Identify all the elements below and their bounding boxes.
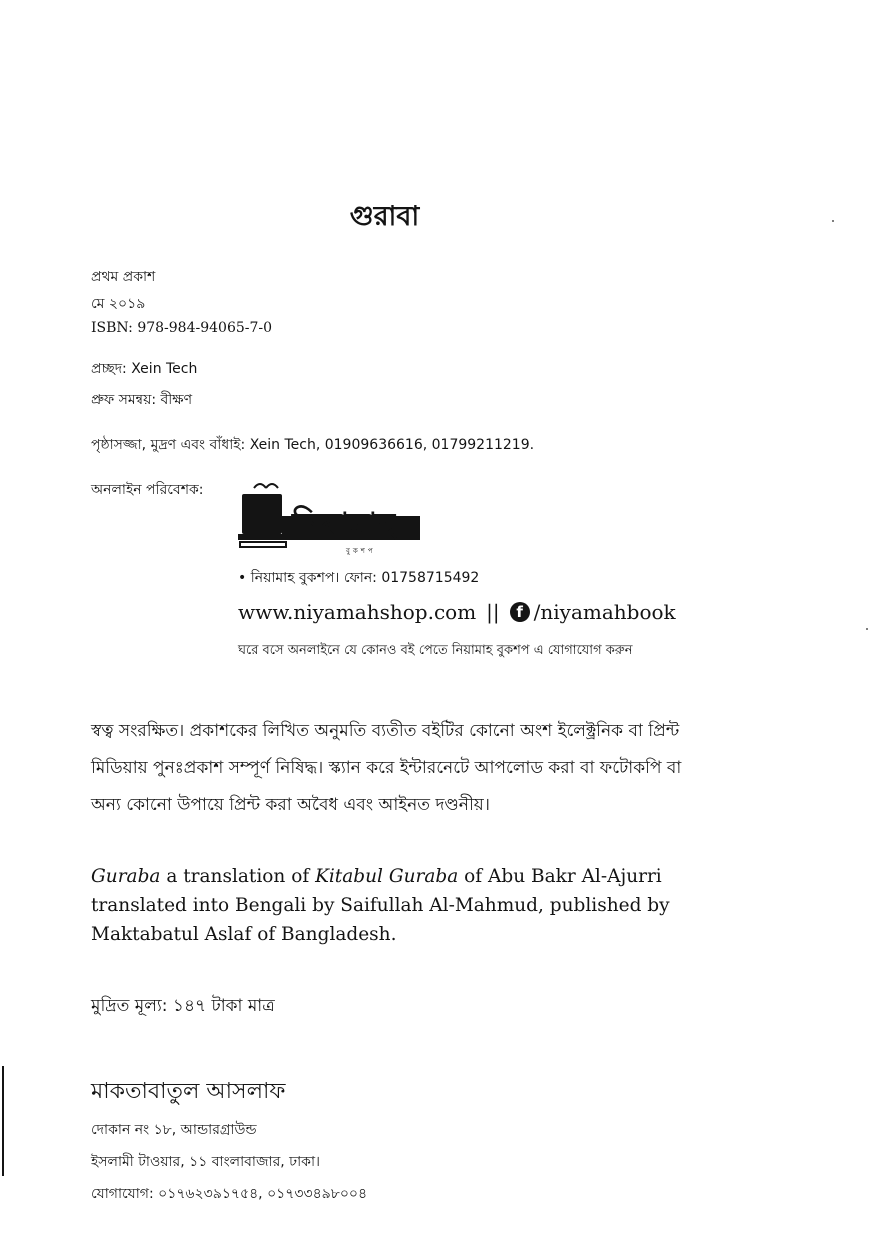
facebook-handle[interactable]: /niyamahbook <box>533 600 676 624</box>
english-text-2: of Abu Bakr Al-Ajurri translated into Bengali by Saifullah Al-Mahmud, published by Maktabatul Aslaf of Bangladesh. <box>91 866 670 945</box>
rights-notice: স্বত্ব সংরক্ষিত। প্রকাশকের লিখিত অনুমতি ব্যতীত বইটির কোনো অংশ ইলেক্ট্রনিক বা প্রিন্ট মিডিয়ায় পুনঃপ্রকাশ সম্পূর্ণ নিষিদ্ধ। স্ক্যান করে ইন্টারনেটে আপলোড করা বা ফটোকপি বা অন্য কোনো উপায়ে প্রিন্ট করা অবৈধ এবং আইনত দণ্ডনীয়। <box>91 721 682 815</box>
cover-credit: প্রচ্ছদ: Xein Tech <box>91 361 198 377</box>
scan-margin-line <box>2 1066 4 1176</box>
proof-credit: প্রুফ সমন্বয়: বীক্ষণ <box>91 392 193 408</box>
isbn: ISBN: 978-984-94065-7-0 <box>91 320 273 336</box>
facebook-icon: f <box>510 602 530 622</box>
publisher-address-line2: ইসলামী টাওয়ার, ১১ বাংলাবাজার, ঢাকা। <box>91 1154 321 1170</box>
publisher-address-line1: দোকান নং ১৮, আন্ডারগ্রাউন্ড <box>91 1122 257 1138</box>
niyamah-logo <box>236 480 426 560</box>
online-order-note: ঘরে বসে অনলাইনে যে কোনও বই পেতে নিয়ামাহ বুকশপ এ যোগাযোগ করুন <box>238 643 633 658</box>
edition-date: মে ২০১৯ <box>91 296 146 312</box>
logo-name: নিয়ামাহ <box>292 505 397 543</box>
shop-phone-line: • নিয়ামাহ বুকশপ। ফোন: 01758715492 <box>238 570 480 586</box>
scan-speck <box>832 220 834 222</box>
first-edition-label: প্রথম প্রকাশ <box>91 269 156 285</box>
english-description <box>91 862 711 949</box>
scan-speck <box>866 628 868 630</box>
english-title: Guraba <box>91 866 161 887</box>
printed-price: মুদ্রিত মূল্য: ১৪৭ টাকা মাত্র <box>91 996 275 1016</box>
english-source-title: Kitabul Guraba <box>315 866 459 887</box>
publisher-contact: যোগাযোগ: ০১৭৬২৩৯১৭৫৪, ০১৭৩৩৪৯৮০০৪ <box>91 1186 368 1202</box>
separator: || <box>486 600 500 624</box>
web-contact-line <box>238 600 676 624</box>
online-distributor-label: অনলাইন পরিবেশক: <box>91 482 204 498</box>
production-credit: পৃষ্ঠাসজ্জা, মুদ্রণ এবং বাঁধাই: Xein Tech, 01909636616, 01799211219. <box>91 437 535 453</box>
book-title: গুরাবা <box>349 201 420 232</box>
publisher-name: মাকতাবাতুল আসলাফ <box>91 1079 286 1104</box>
english-text-1: a translation of <box>160 866 316 887</box>
website-link[interactable]: www.niyamahshop.com <box>238 600 477 624</box>
logo-tagline: বুকশপ <box>346 547 376 555</box>
